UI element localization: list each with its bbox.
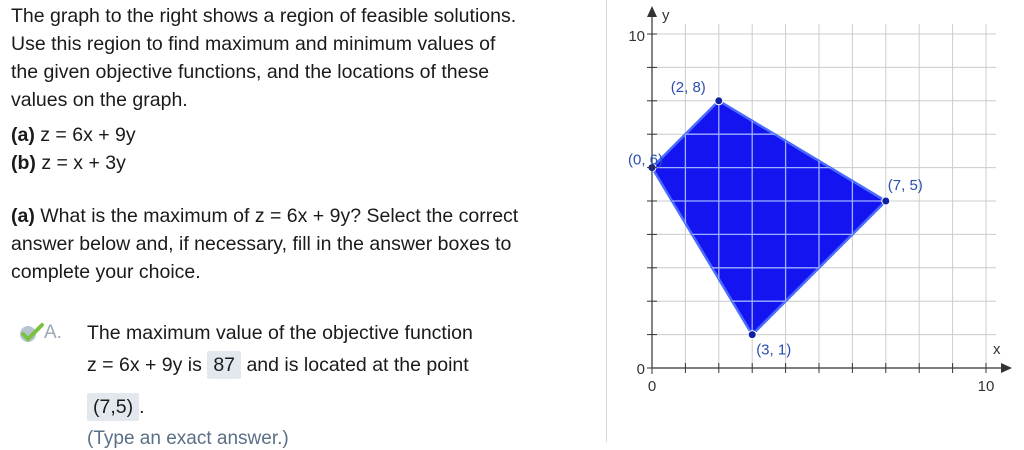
point-box[interactable]: (7,5) [87,393,139,421]
y-axis-arrow-icon [647,6,657,17]
x-tick-label: 10 [977,378,995,395]
function-expression: z = 6x + 9y [40,124,136,146]
objective-function-a [11,121,136,149]
vertex-point[interactable] [748,331,756,339]
answer-text: The maximum value of the objective function [87,322,473,344]
vertex-label: (2, 8) [670,78,706,96]
vertex-point[interactable] [715,97,723,105]
max-value-box[interactable]: 87 [207,351,241,379]
intro-line: the given objective functions, and the locations of these [11,61,490,83]
answer-text: and is located at the point [246,354,469,376]
feasible-region-graph [612,0,1024,442]
vertex-label: (3, 1) [756,341,792,359]
answer-period: . [139,396,145,418]
y-tick-label: 0 [636,361,645,378]
y-tick-label: 10 [628,28,645,45]
question-line: answer below and, if necessary, fill in the answer boxes to [11,233,512,255]
objective-function-b [11,149,136,177]
x-axis-arrow-icon [1001,363,1012,373]
x-tick-label: 0 [647,378,657,395]
panel-divider [606,0,607,442]
question-line: complete your choice. [11,261,201,283]
option-letter: A. [44,322,62,343]
answer-hint: (Type an exact answer.) [87,428,289,449]
feasible-polygon [652,101,886,335]
part-label: (a) [11,124,35,146]
answer-text [87,354,469,377]
vertex-label: (0, 6) [628,151,664,169]
part-label: (b) [11,152,36,174]
question-text [11,202,601,286]
objective-functions [11,121,136,177]
intro-line: The graph to the right shows a region of feasible solutions. [11,5,517,27]
part-label: (a) [11,205,35,227]
answer-text: z = 6x + 9y is [87,354,202,376]
answer-text [87,396,145,419]
correct-check-icon [18,322,46,344]
intro-line: Use this region to find maximum and minimum values of [11,33,496,55]
vertex-label: (7, 5) [887,177,923,194]
question-line: What is the maximum of z = 6x + 9y? Select the correct [40,205,519,227]
x-axis-label: x [993,341,1001,358]
intro-line: values on the graph. [11,89,188,111]
y-axis-label: y [662,7,670,24]
function-expression: z = x + 3y [41,152,126,174]
vertex-point[interactable] [882,197,890,205]
problem-intro [11,2,601,114]
